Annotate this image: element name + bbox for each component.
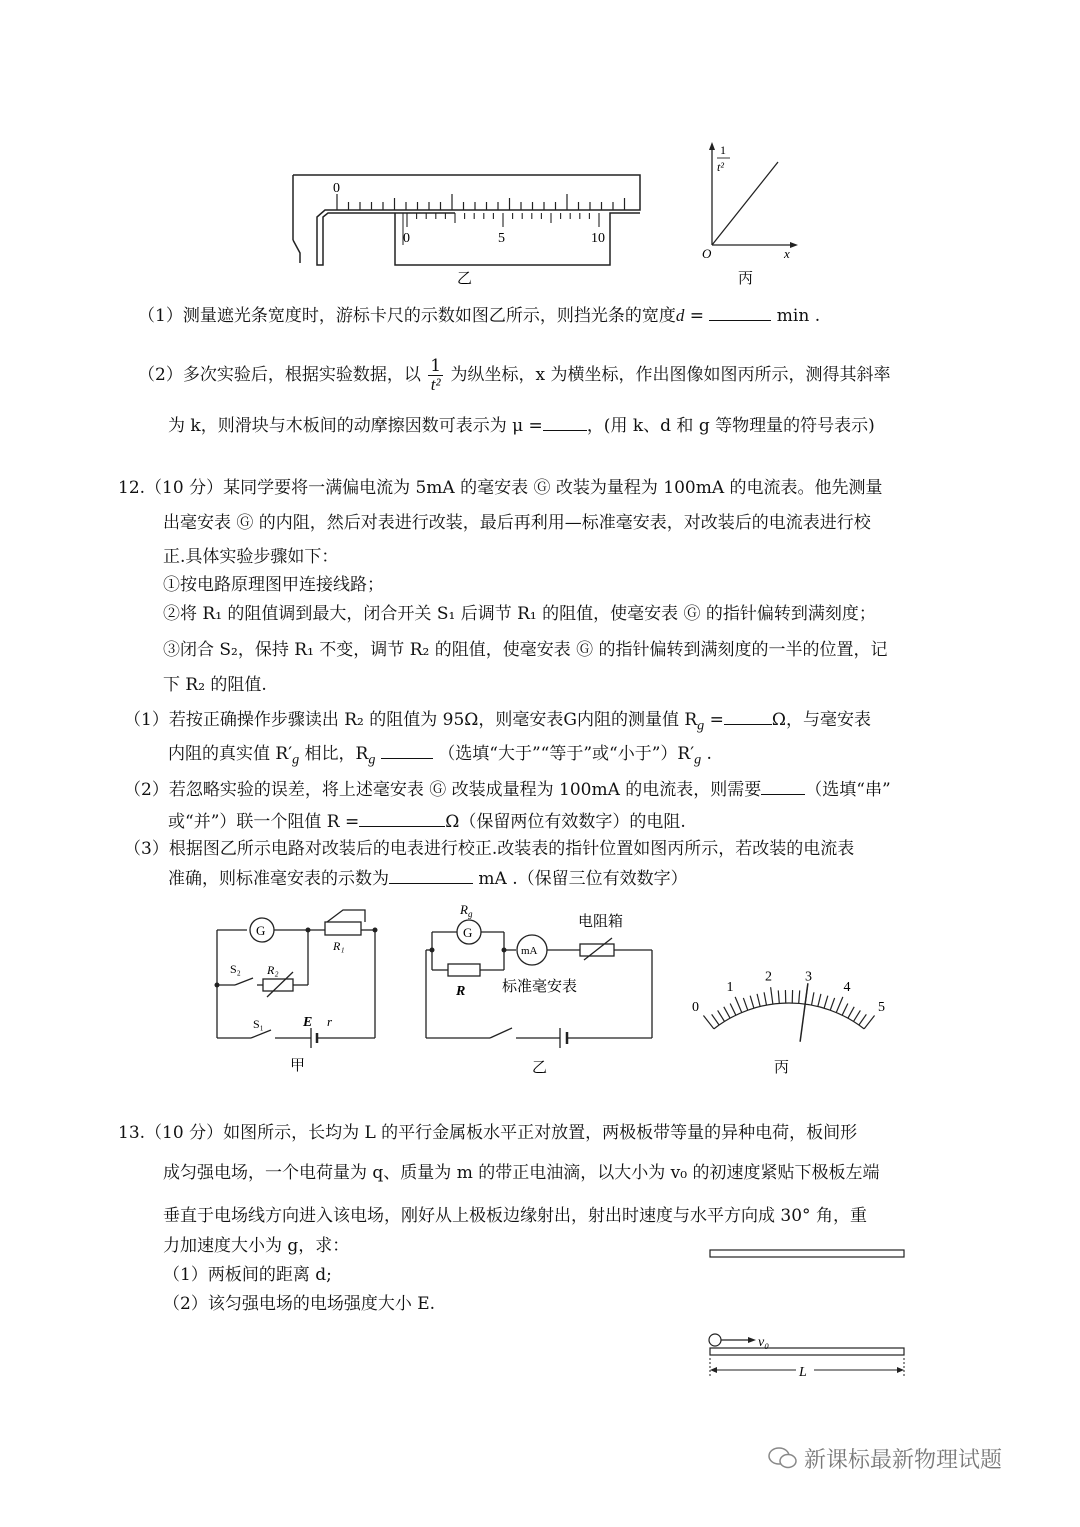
meter-bing-figure [692, 935, 887, 1080]
q12-step3-line1: ③闭合 S₂，保持 R₁ 不变，调节 R₂ 的阻值，使毫安表 Ⓖ 的指针偏转到满刻度的一半的位置，记 [163, 640, 888, 660]
q12-stem-line2: 出毫安表 Ⓖ 的内阻，然后对表进行改装，最后再利用—标准毫安表，对改装后的电流表进行校 [163, 513, 871, 533]
q12-p2-text-d: Ω（保留两位有效数字）的电阻. [445, 812, 686, 832]
vernier-label-0: 0 [403, 231, 410, 246]
fraction-1-over-t2 [428, 357, 443, 394]
q11-p2-text-b: 为纵坐标，x 为横坐标，作出图像如图丙所示，测得其斜率 [450, 365, 891, 385]
wechat-icon [768, 1445, 798, 1471]
watermark-text: 新课标最新物理试题 [804, 1448, 1003, 1473]
q11-p1-var: d [675, 306, 685, 325]
q12-p2-text-a: （2）若忽略实验的误差，将上述毫安表 Ⓖ 改装成量程为 100mA 的电流表，则需要 [124, 780, 762, 800]
graph-origin-label: O [702, 246, 712, 261]
meter-tick-label-3: 3 [804, 969, 812, 985]
jia-e-label: E [303, 1015, 313, 1030]
jia-caption: 甲 [290, 1058, 306, 1074]
answer-blank-mu[interactable] [543, 412, 587, 431]
answer-blank-series-parallel[interactable] [761, 776, 805, 795]
q13-stem-line3: 垂直于电场线方向进入该电场，刚好从上极板边缘射出，射出时速度与水平方向成 30° 角，重 [163, 1206, 867, 1226]
length-l-label: L [799, 1365, 807, 1380]
q13-sub2: （2）该匀强电场的电场强度大小 E. [163, 1294, 436, 1314]
meter-tick-label-4: 4 [843, 979, 851, 995]
q12-p1-sub: g [697, 717, 705, 734]
meter-tick-label-0: 0 [692, 1000, 700, 1016]
circuit-yi-figure [420, 898, 670, 1080]
q11-p2-text-c: 为 k，则滑块与木板间的动摩擦因数可表示为 μ = [168, 416, 543, 436]
oil-drop [709, 1334, 721, 1346]
q12-part2-line2 [168, 808, 686, 834]
jia-r-label: r [327, 1014, 333, 1029]
q11-p2-text-d: ，(用 k、d 和 g 等物理量的符号表示) [586, 416, 875, 436]
q12-part3-line1: （3）根据图乙所示电路对改装后的电表进行校正.改装表的指针位置如图丙所示，若改装的电流表 [124, 839, 855, 859]
graph-ylabel-num: 1 [720, 143, 726, 157]
vernier-caliper-figure [285, 165, 650, 290]
jia-galvanometer-label: G [256, 923, 266, 938]
answer-blank-compare[interactable] [381, 740, 433, 759]
q12-p1-text-a: （1）若按正确操作步骤读出 R₂ 的阻值为 95Ω，则毫安表G内阻的测量值 R [124, 710, 698, 730]
q12-p1-sub4: g [694, 751, 702, 768]
q12-p2-text-c: 或“并”）联一个阻值 R = [168, 812, 360, 832]
q12-p3-text-a: 准确，则标准毫安表的示数为 [168, 869, 389, 889]
q12-p1-text-e: （选填“大于”“等于”或“小于”）R′ [438, 744, 695, 764]
q12-p1-text-c: 内阻的真实值 R′ [168, 744, 293, 764]
graph-bing-figure [700, 140, 810, 290]
yi-galvanometer-label: G [463, 925, 473, 940]
q13-stem-line4: 力加速度大小为 g，求： [163, 1236, 350, 1256]
q12-p2-text-b: （选填“串” [805, 780, 891, 800]
q11-p1-text: （1）测量遮光条宽度时，游标卡尺的示数如图乙所示，则挡光条的宽度 [138, 306, 676, 326]
meter-tick-label-5: 5 [877, 1000, 885, 1016]
jia-s2-label: S₂ [230, 962, 241, 976]
q12-step2: ②将 R₁ 的阻值调到最大，闭合开关 S₁ 后调节 R₁ 的阻值，使毫安表 Ⓖ 的指针偏转到满刻度； [163, 604, 876, 624]
meter-caption: 丙 [774, 1060, 790, 1076]
q11-p1-unit: min . [776, 306, 821, 326]
fraction-den: t² [430, 375, 441, 394]
q11-p1-eq: = [684, 306, 710, 326]
meter-tick-label-2: 2 [765, 969, 773, 985]
yi-resistor-box-label: 电阻箱 [578, 914, 624, 930]
q12-p1-sub3: g [368, 751, 376, 768]
vernier-label-10: 10 [591, 231, 605, 246]
q12-step3-line2: 下 R₂ 的阻值. [163, 675, 267, 695]
jia-r2-label: R₂ [267, 963, 279, 977]
lower-plate [710, 1348, 904, 1355]
q13-sub1: （1）两板间的距离 d; [163, 1265, 332, 1285]
q12-p3-text-b: mA .（保留三位有效数字） [478, 869, 688, 889]
q12-part1-line2 [168, 740, 712, 771]
parallel-plates-figure [700, 1242, 915, 1387]
main-scale-zero-label: 0 [333, 181, 340, 196]
yi-r-label: R [456, 984, 466, 999]
jia-s1-label: S₁ [253, 1017, 264, 1031]
yi-standard-meter-label: 标准毫安表 [502, 979, 578, 995]
jia-r1-label: R₁ [333, 939, 345, 953]
q12-p1-text-d: 相比，R [299, 744, 369, 764]
q12-p1-sub2: g [292, 751, 300, 768]
yi-rg-label [459, 902, 473, 919]
q11-p2-text-a: （2）多次实验后，根据实验数据，以 [138, 365, 421, 385]
q12-part2-line1 [124, 776, 891, 802]
q12-part3-line2 [168, 865, 688, 891]
caliper-caption: 乙 [457, 271, 473, 287]
q12-part1-line1 [124, 706, 871, 737]
answer-blank-ma[interactable] [389, 865, 473, 884]
yi-milliammeter-label: mA [521, 945, 538, 957]
graph-ylabel-den: t² [717, 160, 724, 174]
upper-plate [710, 1250, 904, 1257]
meter-tick-label-1: 1 [726, 979, 734, 995]
q12-p1-period: . [701, 744, 712, 764]
fraction-num: 1 [430, 356, 442, 376]
yi-rg-main: R [460, 902, 468, 917]
q11-part2-line2 [168, 412, 875, 438]
q13-stem-line1: 13.（10 分）如图所示，长均为 L 的平行金属板水平正对放置，两极板带等量的异种电荷，板间形 [118, 1123, 858, 1143]
q12-stem-line3: 正.具体实验步骤如下： [163, 547, 339, 567]
meter-needle [800, 983, 808, 1041]
q12-p1-eq: = [704, 710, 724, 730]
answer-blank-resistance[interactable] [359, 808, 445, 827]
q11-part2-line1 [138, 357, 890, 394]
q12-p1-text-b: Ω，与毫安表 [771, 710, 871, 730]
q12-stem-line1: 12.（10 分）某同学要将一满偏电流为 5mA 的毫安表 Ⓖ 改装为量程为 100mA 的电流表。他先测量 [118, 478, 883, 498]
circuit-jia-figure [205, 900, 390, 1080]
q11-part1 [138, 302, 820, 328]
v0-label: v₀ [758, 1335, 770, 1350]
vernier-label-5: 5 [498, 231, 505, 246]
yi-rg-sub: g [467, 909, 473, 919]
graph-caption: 丙 [738, 271, 754, 287]
yi-caption: 乙 [532, 1060, 548, 1076]
answer-blank-rg[interactable] [724, 706, 772, 725]
q13-stem-line2: 成匀强电场，一个电荷量为 q、质量为 m 的带正电油滴，以大小为 v₀ 的初速度紧贴下极板左端 [163, 1163, 880, 1183]
q12-step1: ①按电路原理图甲连接线路； [163, 575, 384, 595]
answer-blank-d[interactable] [709, 302, 771, 321]
graph-xlabel: x [784, 246, 790, 261]
